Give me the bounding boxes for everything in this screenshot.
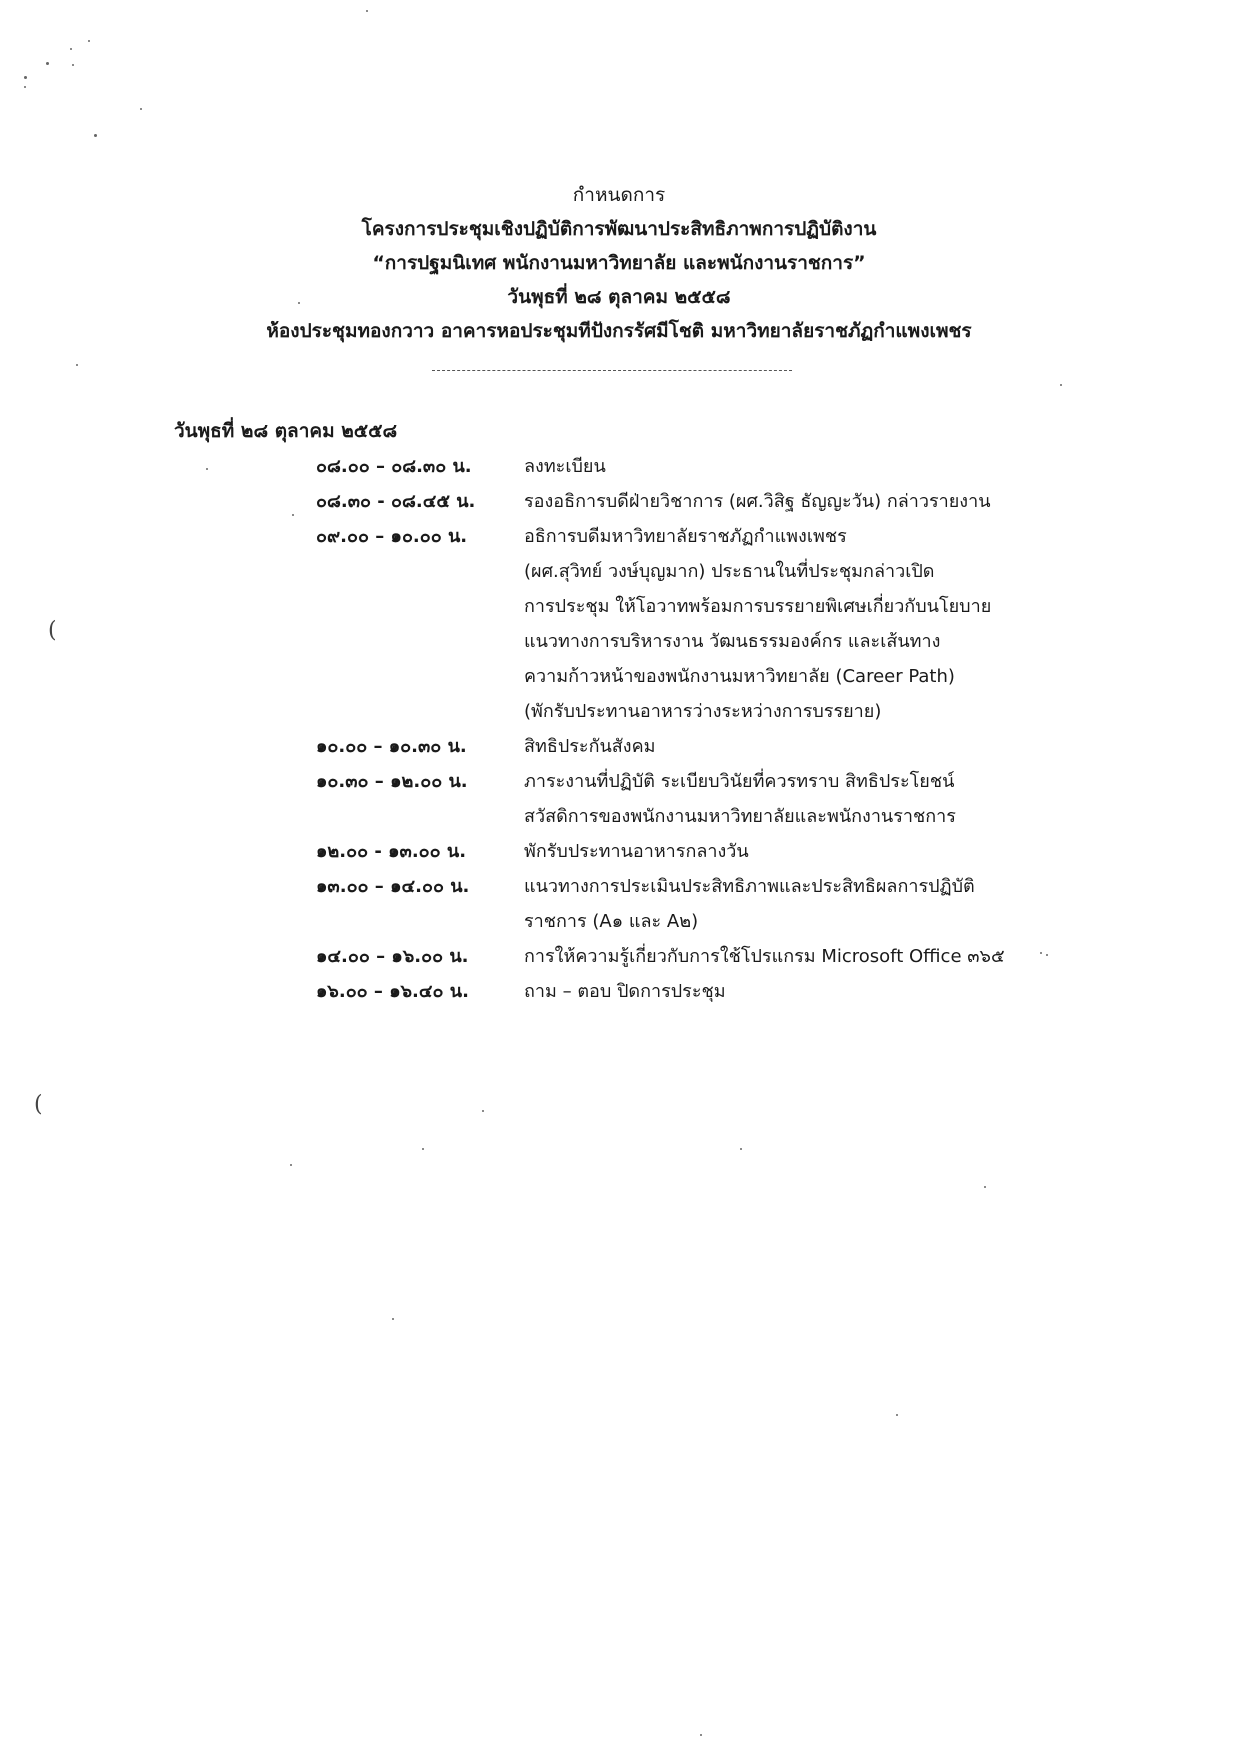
scan-speck <box>206 468 208 470</box>
schedule-description-line: การประชุม ให้โอวาทพร้อมการบรรยายพิเศษเกี่ยวกับนโยบาย <box>524 596 992 617</box>
header-line-2: โครงการประชุมเชิงปฏิบัติการพัฒนาประสิทธิภาพการปฏิบัติงาน <box>361 218 877 240</box>
scan-speck <box>290 1164 292 1166</box>
schedule-description-line: ความก้าวหน้าของพนักงานมหาวิทยาลัย (Career Path) <box>524 666 955 687</box>
scan-speck <box>984 1186 986 1188</box>
schedule-time: ๑๖.๐๐ – ๑๖.๔๐ น. <box>316 981 469 1002</box>
header-line-5: ห้องประชุมทองกวาว อาคารหอประชุมทีปังกรรัศมีโชติ มหาวิทยาลัยราชภัฏกำแพงเพชร <box>266 320 972 342</box>
schedule-description-line: ลงทะเบียน <box>524 456 606 477</box>
schedule-description-line: อธิการบดีมหาวิทยาลัยราชภัฏกำแพงเพชร <box>524 526 847 547</box>
schedule-description-line: (พักรับประทานอาหารว่างระหว่างการบรรยาย) <box>524 701 882 722</box>
schedule-time: ๑๐.๐๐ – ๑๐.๓๐ น. <box>316 736 467 757</box>
schedule-description-line: แนวทางการประเมินประสิทธิภาพและประสิทธิผลการปฏิบัติ <box>524 876 975 897</box>
schedule-description <box>524 974 1044 1009</box>
scan-speck <box>292 514 294 516</box>
schedule-description <box>524 764 1044 834</box>
scan-speck <box>140 108 142 110</box>
schedule-row <box>0 869 1238 939</box>
schedule-time: ๐๙.๐๐ – ๑๐.๐๐ น. <box>316 526 468 547</box>
schedule-description <box>524 869 1044 939</box>
scan-speck <box>76 364 78 366</box>
scan-mark: ( <box>34 1092 43 1117</box>
schedule-time: ๑๔.๐๐ – ๑๖.๐๐ น. <box>316 946 469 967</box>
schedule-description <box>524 484 1044 519</box>
schedule-row <box>0 764 1238 834</box>
schedule-description-line: การให้ความรู้เกี่ยวกับการใช้โปรแกรม Microsoft Office ๓๖๕ <box>524 946 1005 967</box>
schedule-description-line: ภาระงานที่ปฏิบัติ ระเบียบวินัยที่ควรทราบ สิทธิประโยชน์ <box>524 771 955 792</box>
schedule-description-line: ราชการ (A๑ และ A๒) <box>524 911 699 932</box>
schedule-row <box>0 974 1238 1009</box>
schedule-description-line: สวัสดิการของพนักงานมหาวิทยาลัยและพนักงานราชการ <box>524 806 956 827</box>
schedule-description-line: รองอธิการบดีฝ่ายวิชาการ (ผศ.วิสิฐ ธัญญะวัน) กล่าวรายงาน <box>524 491 991 512</box>
document-header <box>0 178 1238 348</box>
schedule-description-line: แนวทางการบริหารงาน วัฒนธรรมองค์กร และเส้นทาง <box>524 631 941 652</box>
scan-speck <box>740 1148 742 1150</box>
schedule-time: ๐๘.๓๐ - ๐๘.๔๕ น. <box>316 491 476 512</box>
schedule-description-line: พักรับประทานอาหารกลางวัน <box>524 841 749 862</box>
schedule-list <box>0 449 1238 1009</box>
schedule-time: ๑๓.๐๐ – ๑๔.๐๐ น. <box>316 876 470 897</box>
schedule-description-line: (ผศ.สุวิทย์ วงษ์บุญมาก) ประธานในที่ประชุมกล่าวเปิด <box>524 561 935 582</box>
scan-mark: ( <box>48 618 57 643</box>
schedule-row <box>0 834 1238 869</box>
scan-speck <box>366 10 368 12</box>
scan-speck <box>88 40 90 42</box>
schedule-row <box>0 449 1238 484</box>
scan-speck <box>46 62 49 65</box>
schedule-time: ๑๐.๓๐ – ๑๒.๐๐ น. <box>316 771 468 792</box>
schedule-description-line: สิทธิประกันสังคม <box>524 736 656 757</box>
schedule-description <box>524 729 1044 764</box>
schedule-description <box>524 519 1044 729</box>
header-line-4: วันพุธที่ ๒๘ ตุลาคม ๒๕๕๘ <box>507 286 731 308</box>
scan-speck <box>1060 384 1062 386</box>
schedule-row <box>0 519 1238 729</box>
schedule-description <box>524 449 1044 484</box>
scan-speck <box>24 86 26 88</box>
schedule-description <box>524 939 1044 974</box>
scan-speck <box>1046 954 1048 956</box>
header-divider <box>432 370 792 371</box>
scan-speck <box>72 64 74 66</box>
scan-speck <box>896 1414 898 1416</box>
header-line-1: กำหนดการ <box>572 184 666 206</box>
header-line-3: “การปฐมนิเทศ พนักงานมหาวิทยาลัย และพนักงานราชการ” <box>372 252 866 274</box>
scan-speck <box>422 1148 424 1150</box>
scan-speck <box>392 1318 394 1320</box>
scan-speck <box>298 302 300 304</box>
schedule-row <box>0 484 1238 519</box>
scan-speck <box>482 1110 484 1112</box>
scan-speck <box>94 134 97 137</box>
schedule-time: ๑๒.๐๐ - ๑๓.๐๐ น. <box>316 841 467 862</box>
schedule-row <box>0 729 1238 764</box>
schedule-description-line: ถาม – ตอบ ปิดการประชุม <box>524 981 726 1002</box>
scan-speck <box>24 76 27 79</box>
schedule-time: ๐๘.๐๐ – ๐๘.๓๐ น. <box>316 456 472 477</box>
scan-speck <box>1040 952 1042 954</box>
scan-speck <box>700 1734 702 1736</box>
schedule-description <box>524 834 1044 869</box>
schedule-row <box>0 939 1238 974</box>
day-heading: วันพุธที่ ๒๘ ตุลาคม ๒๕๕๘ <box>174 420 398 442</box>
scan-speck <box>70 48 72 50</box>
